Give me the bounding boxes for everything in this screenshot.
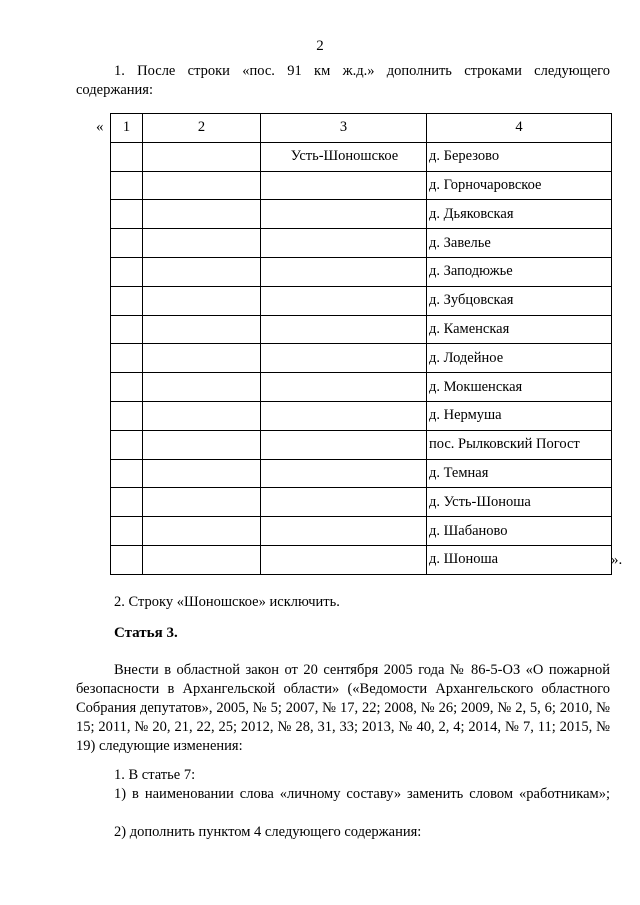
table-row (111, 171, 612, 200)
table-cell-col1 (111, 545, 143, 574)
table-cell-col4: д. Лодейное (427, 344, 612, 373)
table-cell-col2 (143, 315, 261, 344)
intro-paragraph: 1. После строки «пос. 91 км ж.д.» дополнить строками следующего содержания: (76, 63, 610, 98)
table-cell-col4: д. Березово (427, 142, 612, 171)
table-cell-col4: д. Дьяковская (427, 200, 612, 229)
subpoint-1-paragraph: 1) в наименовании слова «личному составу» заменить словом «работникам»; (114, 786, 610, 802)
table-cell-col1 (111, 459, 143, 488)
table-cell-col2 (143, 430, 261, 459)
table-cell-col4: д. Темная (427, 459, 612, 488)
table-cell-col1 (111, 229, 143, 258)
table-cell-col1 (111, 286, 143, 315)
article-heading: Статья 3. (114, 625, 178, 641)
table-cell-col3 (261, 200, 427, 229)
table-cell-col3 (261, 315, 427, 344)
table-cell-col4: д. Завелье (427, 229, 612, 258)
table-cell-col2 (143, 373, 261, 402)
table-cell-col1 (111, 171, 143, 200)
table-cell-col3: Усть-Шоношское (261, 142, 427, 171)
table-cell-col3 (261, 257, 427, 286)
table-row (111, 545, 612, 574)
table-row (111, 344, 612, 373)
table-cell-col1 (111, 142, 143, 171)
table-row (111, 142, 612, 171)
table-cell-col4: д. Мокшенская (427, 373, 612, 402)
table-cell-col3 (261, 171, 427, 200)
subpoint-2-paragraph: 2) дополнить пунктом 4 следующего содержания: (114, 824, 422, 840)
table-cell-col3 (261, 459, 427, 488)
table-cell-col2 (143, 257, 261, 286)
table-cell-col4: д. Шоноша (427, 545, 612, 574)
table-cell-col1 (111, 200, 143, 229)
page-number: 2 (316, 38, 324, 54)
point-1-paragraph: 1. В статье 7: (114, 767, 196, 783)
table-cell-col2 (143, 142, 261, 171)
table-cell-col4: д. Шабаново (427, 517, 612, 546)
table-cell-col3 (261, 488, 427, 517)
table-cell-col1 (111, 373, 143, 402)
header-cell-1: 1 (111, 114, 143, 143)
table-cell-col3 (261, 373, 427, 402)
table-cell-col2 (143, 200, 261, 229)
table-cell-col3 (261, 545, 427, 574)
article-body-paragraph: Внести в областной закон от 20 сентября 2005 года № 86-5-ОЗ «О пожарной безопасности в Архангельской области» («Ведомости Архангельского областного Собрания депутатов», 2005, № 5; 2007, № 17, 22; 2008, № 26; 2009, № 2, 5, 6; 2010, № 15; 2011, № 20, 21, 22, 25; 2012, № 28, 31, 33; 2013, № 40, 2, 4; 2014, № 7, 11; 2015, № 19) следующие изменения: (76, 662, 610, 754)
table-cell-col3 (261, 286, 427, 315)
header-cell-3: 3 (261, 114, 427, 143)
table-row (111, 315, 612, 344)
table-cell-col3 (261, 517, 427, 546)
table-cell-col4: д. Нермуша (427, 401, 612, 430)
table-open-quote: « (96, 119, 104, 135)
table-row (111, 373, 612, 402)
table-cell-col3 (261, 229, 427, 258)
table-cell-col2 (143, 545, 261, 574)
table-cell-col1 (111, 488, 143, 517)
table-row (111, 200, 612, 229)
table-row (111, 459, 612, 488)
table-cell-col4: д. Усть-Шоноша (427, 488, 612, 517)
table-cell-col3 (261, 344, 427, 373)
table-cell-col2 (143, 401, 261, 430)
table-close-quote: ». (611, 552, 623, 568)
table-cell-col2 (143, 286, 261, 315)
table-cell-col4: д. Зубцовская (427, 286, 612, 315)
table-cell-col1 (111, 257, 143, 286)
table-cell-col2 (143, 344, 261, 373)
table-cell-col1 (111, 344, 143, 373)
table-cell-col2 (143, 459, 261, 488)
table-row (111, 257, 612, 286)
table-cell-col4: пос. Рылковский Погост (427, 430, 612, 459)
table-row (111, 488, 612, 517)
table-cell-col1 (111, 517, 143, 546)
table-cell-col4: д. Горночаровское (427, 171, 612, 200)
table-cell-col1 (111, 430, 143, 459)
table-cell-col3 (261, 430, 427, 459)
table-cell-col2 (143, 229, 261, 258)
table-header-row (111, 114, 612, 143)
header-cell-2: 2 (143, 114, 261, 143)
table-cell-col4: д. Заподюжье (427, 257, 612, 286)
table-cell-col2 (143, 517, 261, 546)
table-cell-col3 (261, 401, 427, 430)
table-row (111, 401, 612, 430)
table-cell-col2 (143, 488, 261, 517)
settlements-table (110, 113, 612, 575)
table-cell-col1 (111, 401, 143, 430)
table-row (111, 286, 612, 315)
table-row (111, 229, 612, 258)
table-row (111, 430, 612, 459)
table-row (111, 517, 612, 546)
table-cell-col2 (143, 171, 261, 200)
table-cell-col4: д. Каменская (427, 315, 612, 344)
table-cell-col1 (111, 315, 143, 344)
header-cell-4: 4 (427, 114, 612, 143)
item-2-paragraph: 2. Строку «Шоношское» исключить. (114, 594, 340, 610)
